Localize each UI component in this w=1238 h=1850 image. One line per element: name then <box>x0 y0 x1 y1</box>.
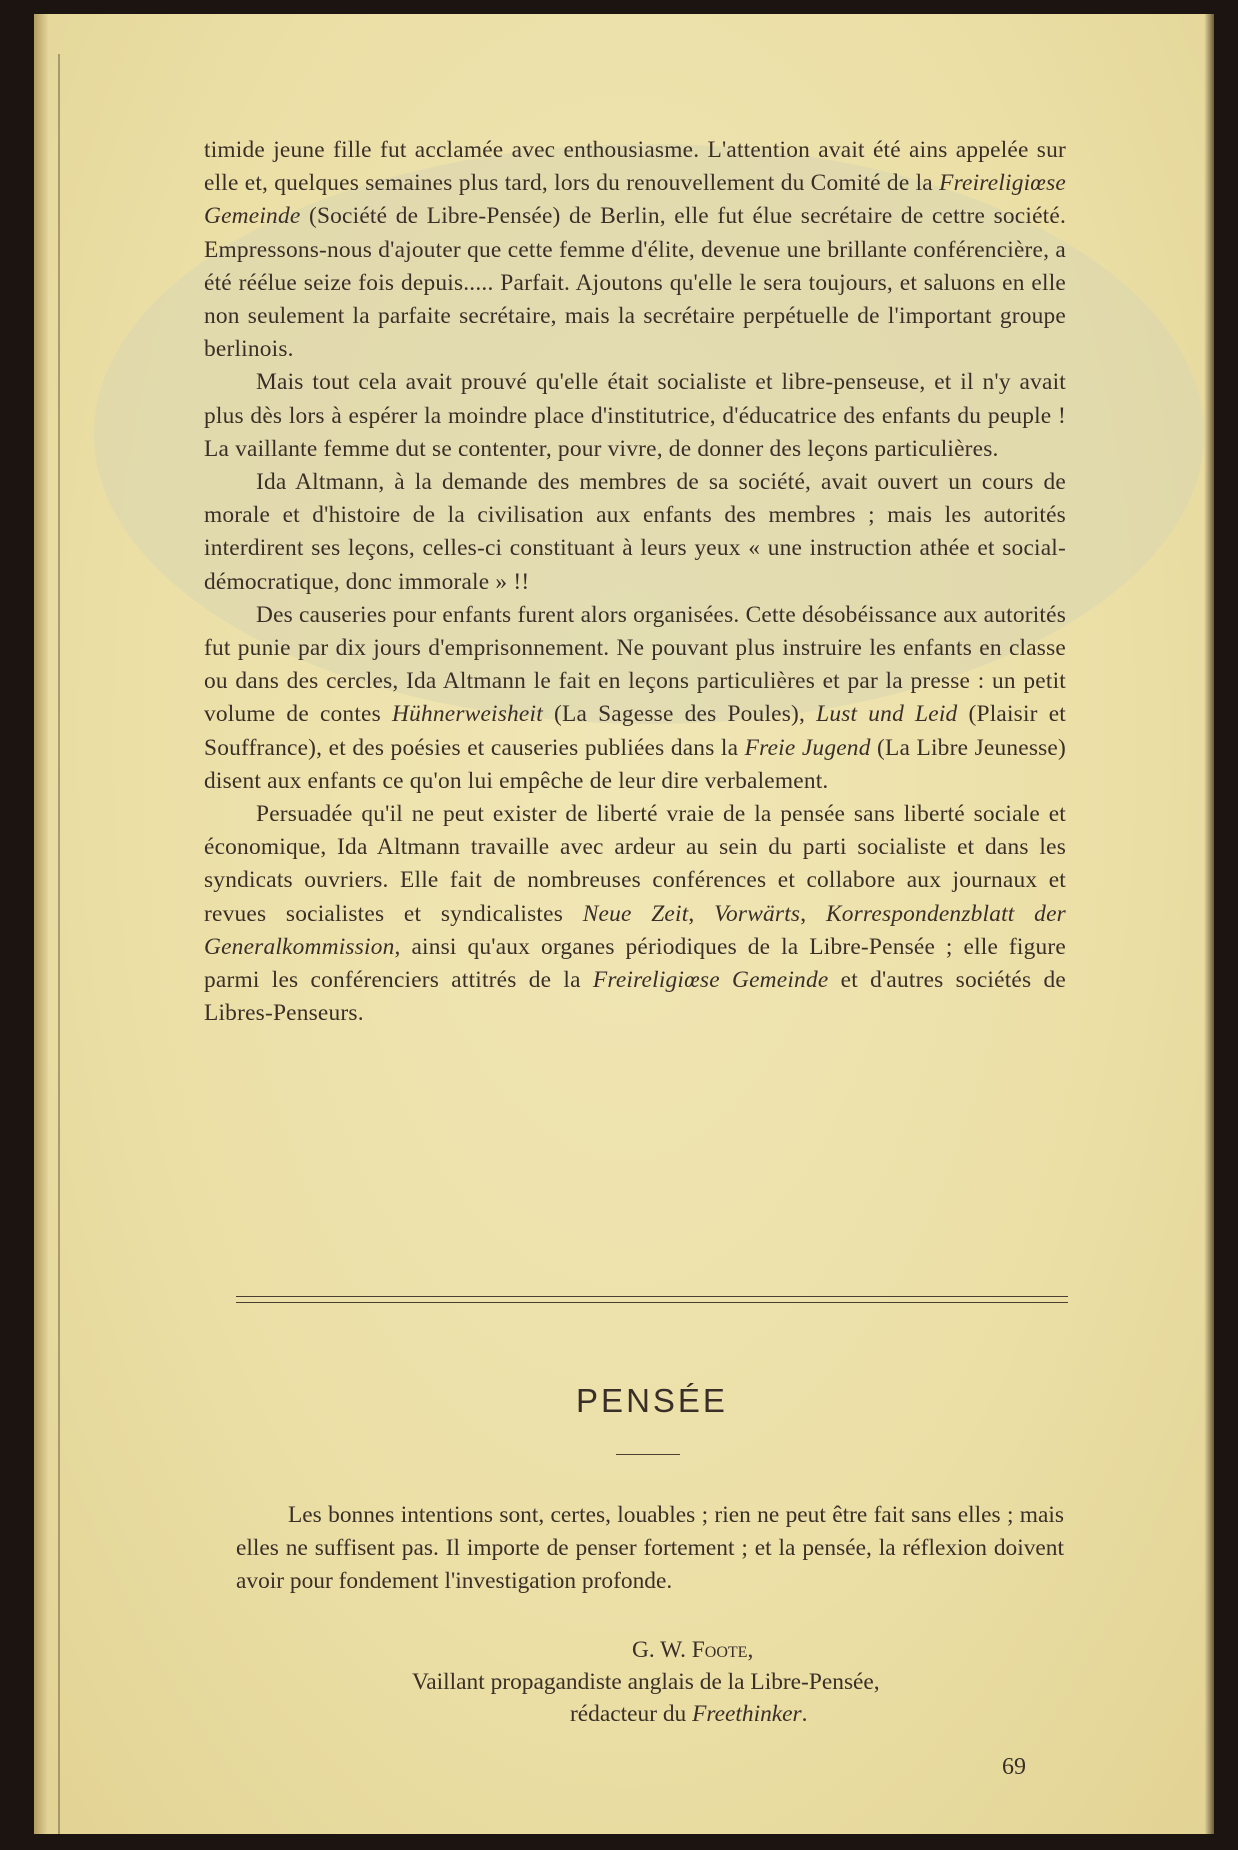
quote-text: Les bonnes intentions sont, certes, louables ; rien ne peut être fait sans elles ; mais elles ne suffisent pas. Il importe de penser fortement ; et la pensée, la réflexion doivent avoir pour fondement l'investigation profonde. <box>236 1502 1064 1595</box>
section-divider-bottom <box>236 1302 1068 1303</box>
page-binding <box>34 14 48 1834</box>
paragraph-4 <box>204 599 1066 798</box>
paragraph-4-italic-title-3: Freie Jugend <box>744 734 871 761</box>
paragraph-1-text-c: (Société de Libre-Pensée) de Berlin, elle fut élue secrétaire de cettre société. Empressons-nous d'ajouter que cette femme d'élite, devenue une brillante conférencière, a été réélue seize fois depuis..... Parfait. Ajoutons qu'elle le sera toujours, et saluons en elle non seulement la parfaite secrétaire, mais la secrétaire perpétuelle de l'important groupe berlinois. <box>204 203 1066 363</box>
paragraph-1-text-a: timide jeune fille fut acclamée avec enthousiasme. L'attention avait été ains appelée sur elle et, quelques semaines plus tard, lors du renouvellement du Comité de la <box>204 137 1066 197</box>
book-page <box>34 14 1214 1834</box>
section-title: PENSÉE <box>576 1382 728 1419</box>
paragraph-5-text-g: , ainsi qu'aux organes périodiques de la Libre-Pensée ; elle figure parmi les conférenciers attitrés de la <box>204 933 1066 994</box>
page-margin-line <box>58 54 60 1834</box>
paragraph-5-text-i: et d'autres sociétés de Libres-Penseurs. <box>204 967 1066 1027</box>
quote-author: G. W. Foote, <box>632 1637 754 1663</box>
section-divider-top <box>236 1296 1068 1297</box>
paragraph-5 <box>204 798 1066 1030</box>
title-underline <box>616 1454 680 1455</box>
article-body <box>204 134 1066 1030</box>
page-number: 69 <box>1002 1754 1026 1780</box>
paragraph-4-text-e: (Plaisir et Souffrance), et des poésies et causeries publiées dans la <box>204 701 1067 761</box>
paragraph-4-italic-title-2: Lust und Leid <box>816 701 958 728</box>
paragraph-5-italic-org: Freireligiœse Gemeinde <box>592 967 829 994</box>
paragraph-4-text-a: Des causeries pour enfants furent alors organisées. Cette désobéissance aux autorités fut punie par dix jours d'emprisonnement. Ne pouvant plus instruire les enfants en classe ou dans des cercles, Ida Altmann le fait en leçons particulières et par la presse : un petit volume de contes <box>204 601 1066 728</box>
paragraph-4-text-c: (La Sagesse des Poules), <box>542 701 817 728</box>
editor-prefix: rédacteur du <box>570 1701 693 1727</box>
paragraph-5-italic-journal-3: Korrespondenzblatt der Generalkommission <box>204 900 1066 960</box>
paragraph-4-italic-title-1: Hühnerweisheit <box>391 701 543 728</box>
editor-journal: Freethinker <box>692 1701 802 1727</box>
author-editor-line <box>570 1698 808 1731</box>
paragraph-5-italic-journal-2: Vorwärts <box>714 900 801 927</box>
paragraph-3: Ida Altmann, à la demande des membres de sa société, avait ouvert un cours de morale et d'histoire de la civilisation aux enfants des membres ; mais les autorités interdirent ses leçons, celles-ci constituant à leurs yeux « une instruction athée et social-démocratique, donc immorale » !! <box>204 469 1066 595</box>
paragraph-1-italic-org: Freireligiœse Gemeinde <box>204 170 1066 230</box>
paragraph-5-text-c: , <box>688 900 715 927</box>
paragraph-2: Mais tout cela avait prouvé qu'elle était socialiste et libre-penseuse, et il n'y avait plus dès lors à espérer la moindre place d'institutrice, d'éducatrice des enfants du peuple ! La vaillante femme dut se contenter, pour vivre, de donner des leçons particulières. <box>204 369 1066 462</box>
paragraph-1 <box>204 134 1066 366</box>
paragraph-5-text-a: Persuadée qu'il ne peut exister de liberté vraie de la pensée sans liberté sociale et économique, Ida Altmann travaille avec ardeur au sein du parti socialiste et dans les syndicats ouvriers. Elle fait de nombreuses conférences et collabore aux journaux et revues socialistes et syndicalistes <box>204 801 1066 927</box>
paragraph-4-text-g: (La Libre Jeunesse) disent aux enfants ce qu'on lui empêche de leur dire verbalement. <box>204 734 1067 794</box>
paragraph-5-italic-journal-1: Neue Zeit <box>582 900 689 927</box>
editor-suffix: . <box>801 1701 808 1727</box>
page-edge <box>1204 14 1214 1834</box>
paragraph-5-text-e: , <box>800 900 826 927</box>
author-role: Vaillant propagandiste anglais de la Libre-Pensée, <box>412 1669 880 1695</box>
